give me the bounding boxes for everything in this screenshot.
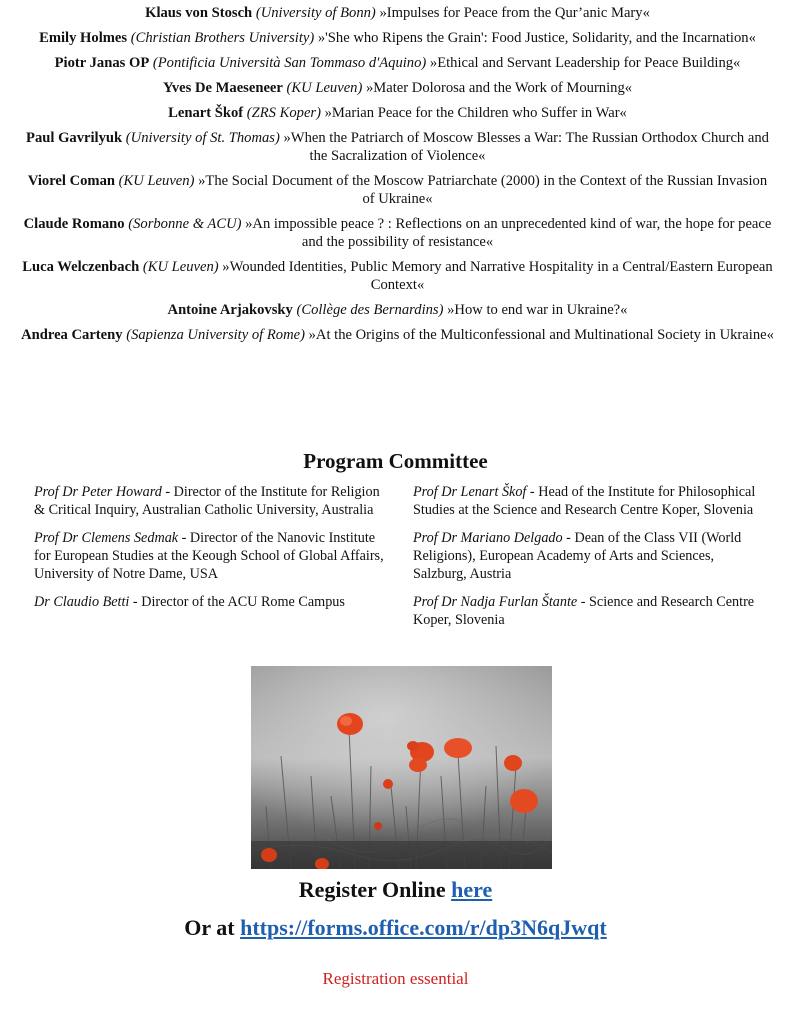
registration-form-link[interactable]: https://forms.office.com/r/dp3N6qJwqt <box>240 915 607 940</box>
speaker-name: Klaus von Stosch <box>145 5 253 21</box>
speaker-name: Antoine Arjakovsky <box>167 302 293 318</box>
member-role: - Dean of the Class VII (World Religions), European Academy of Arts and Sciences, Salzburg, Austria <box>413 530 742 582</box>
speaker-entry <box>20 29 775 47</box>
speaker-entry <box>20 104 775 122</box>
member-name: Prof Dr Peter Howard <box>34 484 162 500</box>
speaker-name: Emily Holmes <box>39 30 128 46</box>
member-role: - Science and Research Centre Koper, Slovenia <box>413 594 755 628</box>
register-here-link[interactable]: here <box>451 877 493 902</box>
speaker-name: Piotr Janas OP <box>54 55 150 71</box>
speaker-affiliation: (Christian Brothers University) <box>130 30 315 46</box>
talk-title: »When the Patriarch of Moscow Blesses a War: The Russian Orthodox Church and the Sacralization of Violence« <box>279 130 769 164</box>
speaker-entry <box>20 4 775 22</box>
committee-grid <box>34 483 769 639</box>
member-role: - Director of the Institute for Religion & Critical Inquiry, Australian Catholic University, Australia <box>34 484 380 518</box>
committee-member <box>413 529 769 583</box>
speaker-affiliation: (KU Leuven) <box>118 173 195 189</box>
talk-title: »An impossible peace ? : Reflections on an unprecedented kind of war, the hope for peace and the possibility of resistance« <box>241 216 772 250</box>
program-committee-heading: Program Committee <box>303 449 488 473</box>
speaker-affiliation: (KU Leuven) <box>286 80 363 96</box>
speaker-list <box>20 4 775 351</box>
member-name: Prof Dr Lenart Škof <box>413 484 527 500</box>
talk-title: »Ethical and Servant Leadership for Peace Building« <box>426 55 741 71</box>
talk-title: »At the Origins of the Multiconfessional and Multinational Society in Ukraine« <box>304 327 774 343</box>
speaker-name: Viorel Coman <box>27 173 115 189</box>
speaker-affiliation: (Pontificia Università San Tommaso d'Aquino) <box>152 55 427 71</box>
committee-member <box>413 483 769 519</box>
member-name: Dr Claudio Betti <box>34 594 130 610</box>
speaker-entry <box>20 258 775 294</box>
member-role: - Director of the Nanovic Institute for European Studies at the Keough School of Global Affairs, University of Notre Dame, USA <box>34 530 384 582</box>
talk-title: »The Social Document of the Moscow Patriarchate (2000) in the Context of the Russian Invasion of Ukraine« <box>194 173 768 207</box>
register-or-at-text: Or at <box>184 915 241 940</box>
speaker-name: Claude Romano <box>23 216 125 232</box>
poppy-photo-illustration <box>251 666 552 869</box>
committee-column-left <box>34 483 390 639</box>
member-role: - Head of the Institute for Philosophical Studies at the Science and Research Centre Koper, Slovenia <box>413 484 756 518</box>
talk-title: »Impulses for Peace from the Qur’anic Mary« <box>375 5 650 21</box>
speaker-affiliation: (Collège des Bernardins) <box>296 302 444 318</box>
member-name: Prof Dr Clemens Sedmak <box>34 530 179 546</box>
committee-member <box>34 483 390 519</box>
talk-title: »Marian Peace for the Children who Suffer in War« <box>320 105 627 121</box>
talk-title: »'She who Ripens the Grain': Food Justice, Solidarity, and the Incarnation« <box>314 30 756 46</box>
register-url-line <box>0 913 791 943</box>
talk-title: »Mater Dolorosa and the Work of Mourning« <box>362 80 633 96</box>
speaker-entry <box>20 79 775 97</box>
speaker-affiliation: (University of Bonn) <box>255 5 376 21</box>
speaker-entry <box>20 301 775 319</box>
speaker-name: Lenart Škof <box>168 105 244 121</box>
speaker-entry <box>20 326 775 344</box>
register-online-line <box>0 875 791 905</box>
speaker-affiliation: (University of St. Thomas) <box>125 130 280 146</box>
speaker-entry <box>20 54 775 72</box>
committee-column-right <box>413 483 769 639</box>
speaker-affiliation: (ZRS Koper) <box>246 105 321 121</box>
speaker-affiliation: (Sapienza University of Rome) <box>126 327 305 343</box>
member-name: Prof Dr Mariano Delgado <box>413 530 563 546</box>
speaker-affiliation: (Sorbonne & ACU) <box>128 216 242 232</box>
speaker-affiliation: (KU Leuven) <box>142 259 219 275</box>
speaker-entry <box>20 129 775 165</box>
committee-member <box>413 593 769 629</box>
member-name: Prof Dr Nadja Furlan Štante <box>413 594 578 610</box>
speaker-name: Andrea Carteny <box>21 327 123 343</box>
committee-member <box>34 529 390 583</box>
speaker-name: Paul Gavrilyuk <box>26 130 123 146</box>
poppy-field-image <box>251 666 552 869</box>
speaker-name: Luca Welczenbach <box>22 259 140 275</box>
register-online-text: Register Online <box>298 877 452 902</box>
member-role: - Director of the ACU Rome Campus <box>129 594 345 610</box>
speaker-entry <box>20 172 775 208</box>
talk-title: »Wounded Identities, Public Memory and Narrative Hospitality in a Central/Eastern European Context« <box>218 259 773 293</box>
speaker-entry <box>20 215 775 251</box>
registration-essential-note: Registration essential <box>322 969 469 988</box>
committee-member <box>34 593 390 611</box>
speaker-name: Yves De Maeseneer <box>162 80 283 96</box>
talk-title: »How to end war in Ukraine?« <box>443 302 628 318</box>
